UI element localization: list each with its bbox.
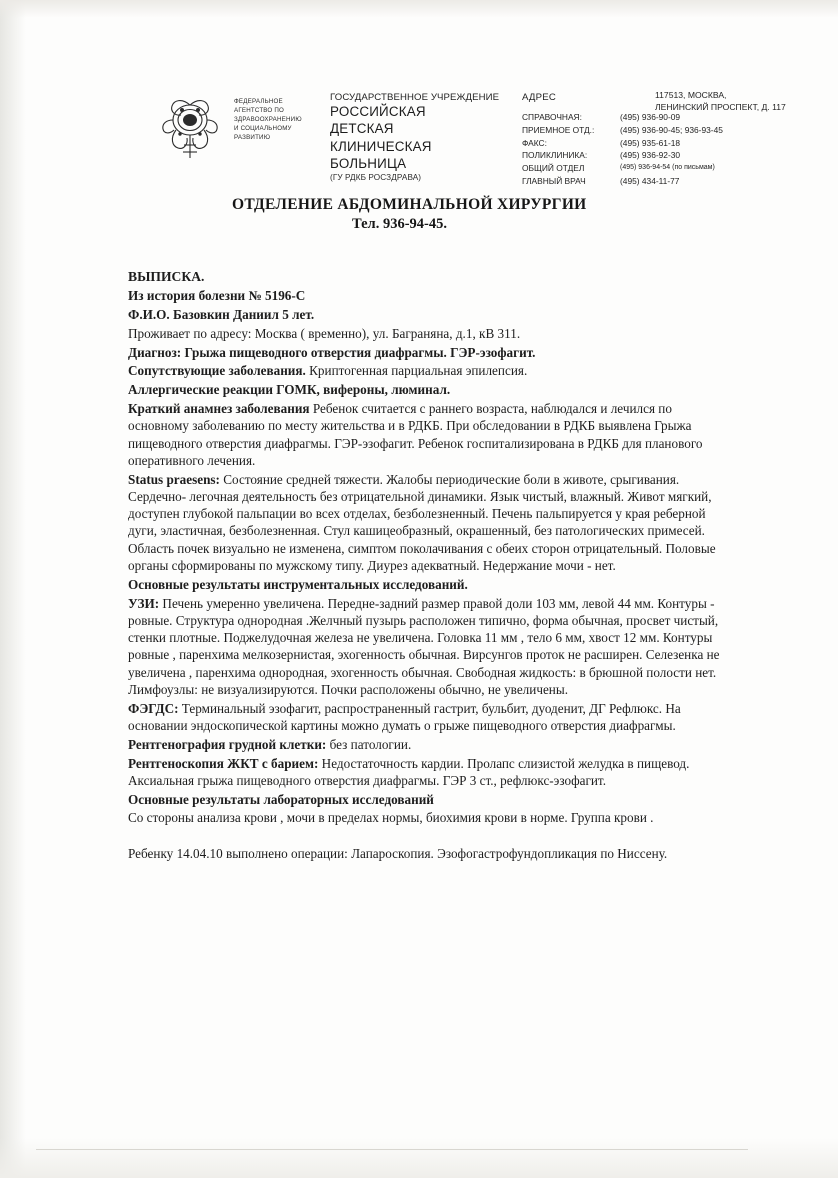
status-praesens-label: Status praesens: [128,471,220,487]
agency-name [234,88,330,143]
patient-name-line: Ф.И.О. Базовкин Даниил 5 лет. [128,307,315,323]
contacts-table [522,112,780,187]
hospital-emblem-icon [160,90,234,160]
org-name-line-4: БОЛЬНИЦА [330,155,407,171]
contact-label-glavvrach: ГЛАВНЫЙ ВРАЧ [522,175,586,186]
comorbidity-line [128,362,728,379]
diagnosis-label: Диагноз: [128,344,182,360]
org-short-name: (ГУ РДКБ РОСЗДРАВА) [330,173,422,183]
chest-xray-paragraph [128,736,728,753]
fegds-paragraph [128,700,728,735]
scan-edge-left [0,0,26,1178]
git-xray-text: Недостаточность кардии. Пролапс слизистой желудка в пищевод. Аксиальная грыжа пищеводного отверстия диафрагмы. ГЭР 3 ст., рефлюкс-эзофагит. [128,755,690,788]
instrumental-results-heading: Основные результаты инструментальных исследований. [128,576,468,592]
org-name-line-2: ДЕТСКАЯ [330,121,394,137]
agency-line-3: ЗДРАВООХРАНЕНИЮ [234,115,302,123]
agency-line-1: ФЕДЕРАЛЬНОЕ [234,98,283,105]
contact-value-fax: (495) 935-61-18 [620,137,681,148]
comorbidity-label: Сопутствующие заболевания. [128,363,306,379]
agency-line-5: РАЗВИТИЮ [234,133,271,141]
residence-line: Проживает по адресу: Москва ( временно), ул. Баграняна, д.1, кВ 311. [128,325,521,341]
git-xray-label: Рентгеноскопия ЖКТ с барием: [128,755,319,771]
contact-label-spravochnaya: СПРАВОЧНАЯ: [522,112,582,122]
doc-heading: ВЫПИСКА. [128,269,205,284]
ultrasound-text: Печень умеренно увеличена. Передне-задний размер правой доли 103 мм, левой 44 мм. Контуры - ровные. Структура однородная .Желчный пузырь расположен типично, форма обычная, просвет чистый, стенки плотные. Поджелудочная железа не увеличена. Головка 11 мм , тело 6 мм, хвост 12 мм. Контуры ровные , паренхима мелкозернистая, эхогенность обычная. Вирсунгов проток не расширен. Селезенка не увеличена , паренхима однородная, эхогенность обычная. Свободная жидкость: в брюшной полости нет. Лимфоузлы: не визуализируются. Почки расположены обычно, не увеличены. [128,595,720,697]
scan-edge-top [0,0,838,18]
ultrasound-label: УЗИ: [128,595,160,611]
status-praesens-text: Состояние средней тяжести. Жалобы периодические боли в животе, срыгивания. Сердечно- легочная деятельность без отрицательной динамики. Язык чистый, влажный. Живот мягкий, доступен глубокой пальпации во всех отделах, безболезненный. Печень пальпируется у края реберной дуги, эластичная, безболезненная. Стул кашицеобразный, окрашенный, без патологических примесей. Область почек визуально не изменена, симптом поколачивания с обеих сторон отрицательный. Половые органы сформированы по мужскому типу. Диурез адекватный. Недержание мочи - нет. [128,471,716,574]
lab-results-heading: Основные результаты лабораторных исследований [128,791,434,807]
scan-edge-bottom [0,1138,838,1178]
postal-address-line-2: ЛЕНИНСКИЙ ПРОСПЕКТ, Д. 117 [655,101,786,112]
chest-xray-text: без патологии. [326,736,412,752]
case-number-line: Из история болезни № 5196-С [128,288,306,304]
diagnosis-line [128,344,728,361]
agency-line-2: АГЕНТСТВО ПО [234,106,285,114]
anamnesis-label: Краткий анамнез заболевания [128,400,310,416]
postal-address-line-1: 117513, МОСКВА, [655,90,727,100]
scan-fold-line [36,1149,748,1150]
address-label: АДРЕС [522,92,556,103]
lab-results-text: Со стороны анализа крови , мочи в пределах нормы, биохимия крови в норме. Группа крови . [128,810,654,826]
org-name-line-3: КЛИНИЧЕСКАЯ [330,138,432,154]
anamnesis-text: Ребенок считается с раннего возраста, наблюдался и лечился по основному заболеванию по месту жительства и в РДКБ. При обследовании в РДКБ выявлена Грыжа пищеводного отверстия диафрагмы. ГЭР-эзофагит. Ребенок госпитализирована в РДКБ для планового оперативного лечения. [128,400,703,468]
contact-label-priemnoe: ПРИЕМНОЕ ОТД.: [522,124,595,135]
git-xray-paragraph [128,755,728,790]
ultrasound-paragraph [128,595,728,699]
contact-value-poliklinika: (495) 936-92-30 [620,150,681,161]
chest-xray-label: Рентгенография грудной клетки: [128,736,327,752]
department-title: ОТДЕЛЕНИЕ АБДОМИНАЛЬНОЙ ХИРУРГИИ [232,196,587,213]
org-type-line: ГОСУДАРСТВЕННОЕ УЧРЕЖДЕНИЕ [330,92,500,103]
postal-address [655,90,838,113]
contact-label-poliklinika: ПОЛИКЛИНИКА: [522,150,588,161]
contact-value-spravochnaya: (495) 936-90-09 [620,112,681,122]
anamnesis-paragraph [128,400,728,469]
contact-value-obshiy-otdel: (495) 936-94-54 (по письмам) [620,164,715,171]
allergy-line: Аллергические реакции ГОМК, вифероны, люминал. [128,382,451,398]
discharge-summary-body [128,268,728,864]
department-phone: Тел. 936-94-45. [352,216,447,232]
fegds-label: ФЭГДС: [128,700,179,716]
fegds-text: Терминальный эзофагит, распространенный гастрит, бульбит, дуоденит, ДГ Рефлюкс. На основании эндоскопической картины можно думать о грыже пищеводного отверстия диафрагмы. [128,700,681,734]
comorbidity-value: Криптогенная парциальная эпилепсия. [305,363,528,379]
operation-paragraph: Ребенку 14.04.10 выполнено операции: Лапароскопия. Эзофогастрофундопликация по Ниссену. [128,846,668,862]
agency-line-4: И СОЦИАЛЬНОМУ [234,124,292,132]
organization-name [330,88,522,182]
paragraph-spacer [128,828,728,845]
diagnosis-value: Грыжа пищеводного отверстия диафрагмы. ГЭР-эзофагит. [181,344,536,360]
contact-label-fax: ФАКС: [522,137,547,148]
status-praesens-paragraph [128,471,728,575]
org-name-line-1: РОССИЙСКАЯ [330,104,426,119]
contact-label-obshiy-otdel: ОБЩИЙ ОТДЕЛ [522,163,585,173]
contact-value-glavvrach: (495) 434-11-77 [620,175,680,186]
contact-value-priemnoe: (495) 936-90-45; 936-93-45 [620,124,723,135]
